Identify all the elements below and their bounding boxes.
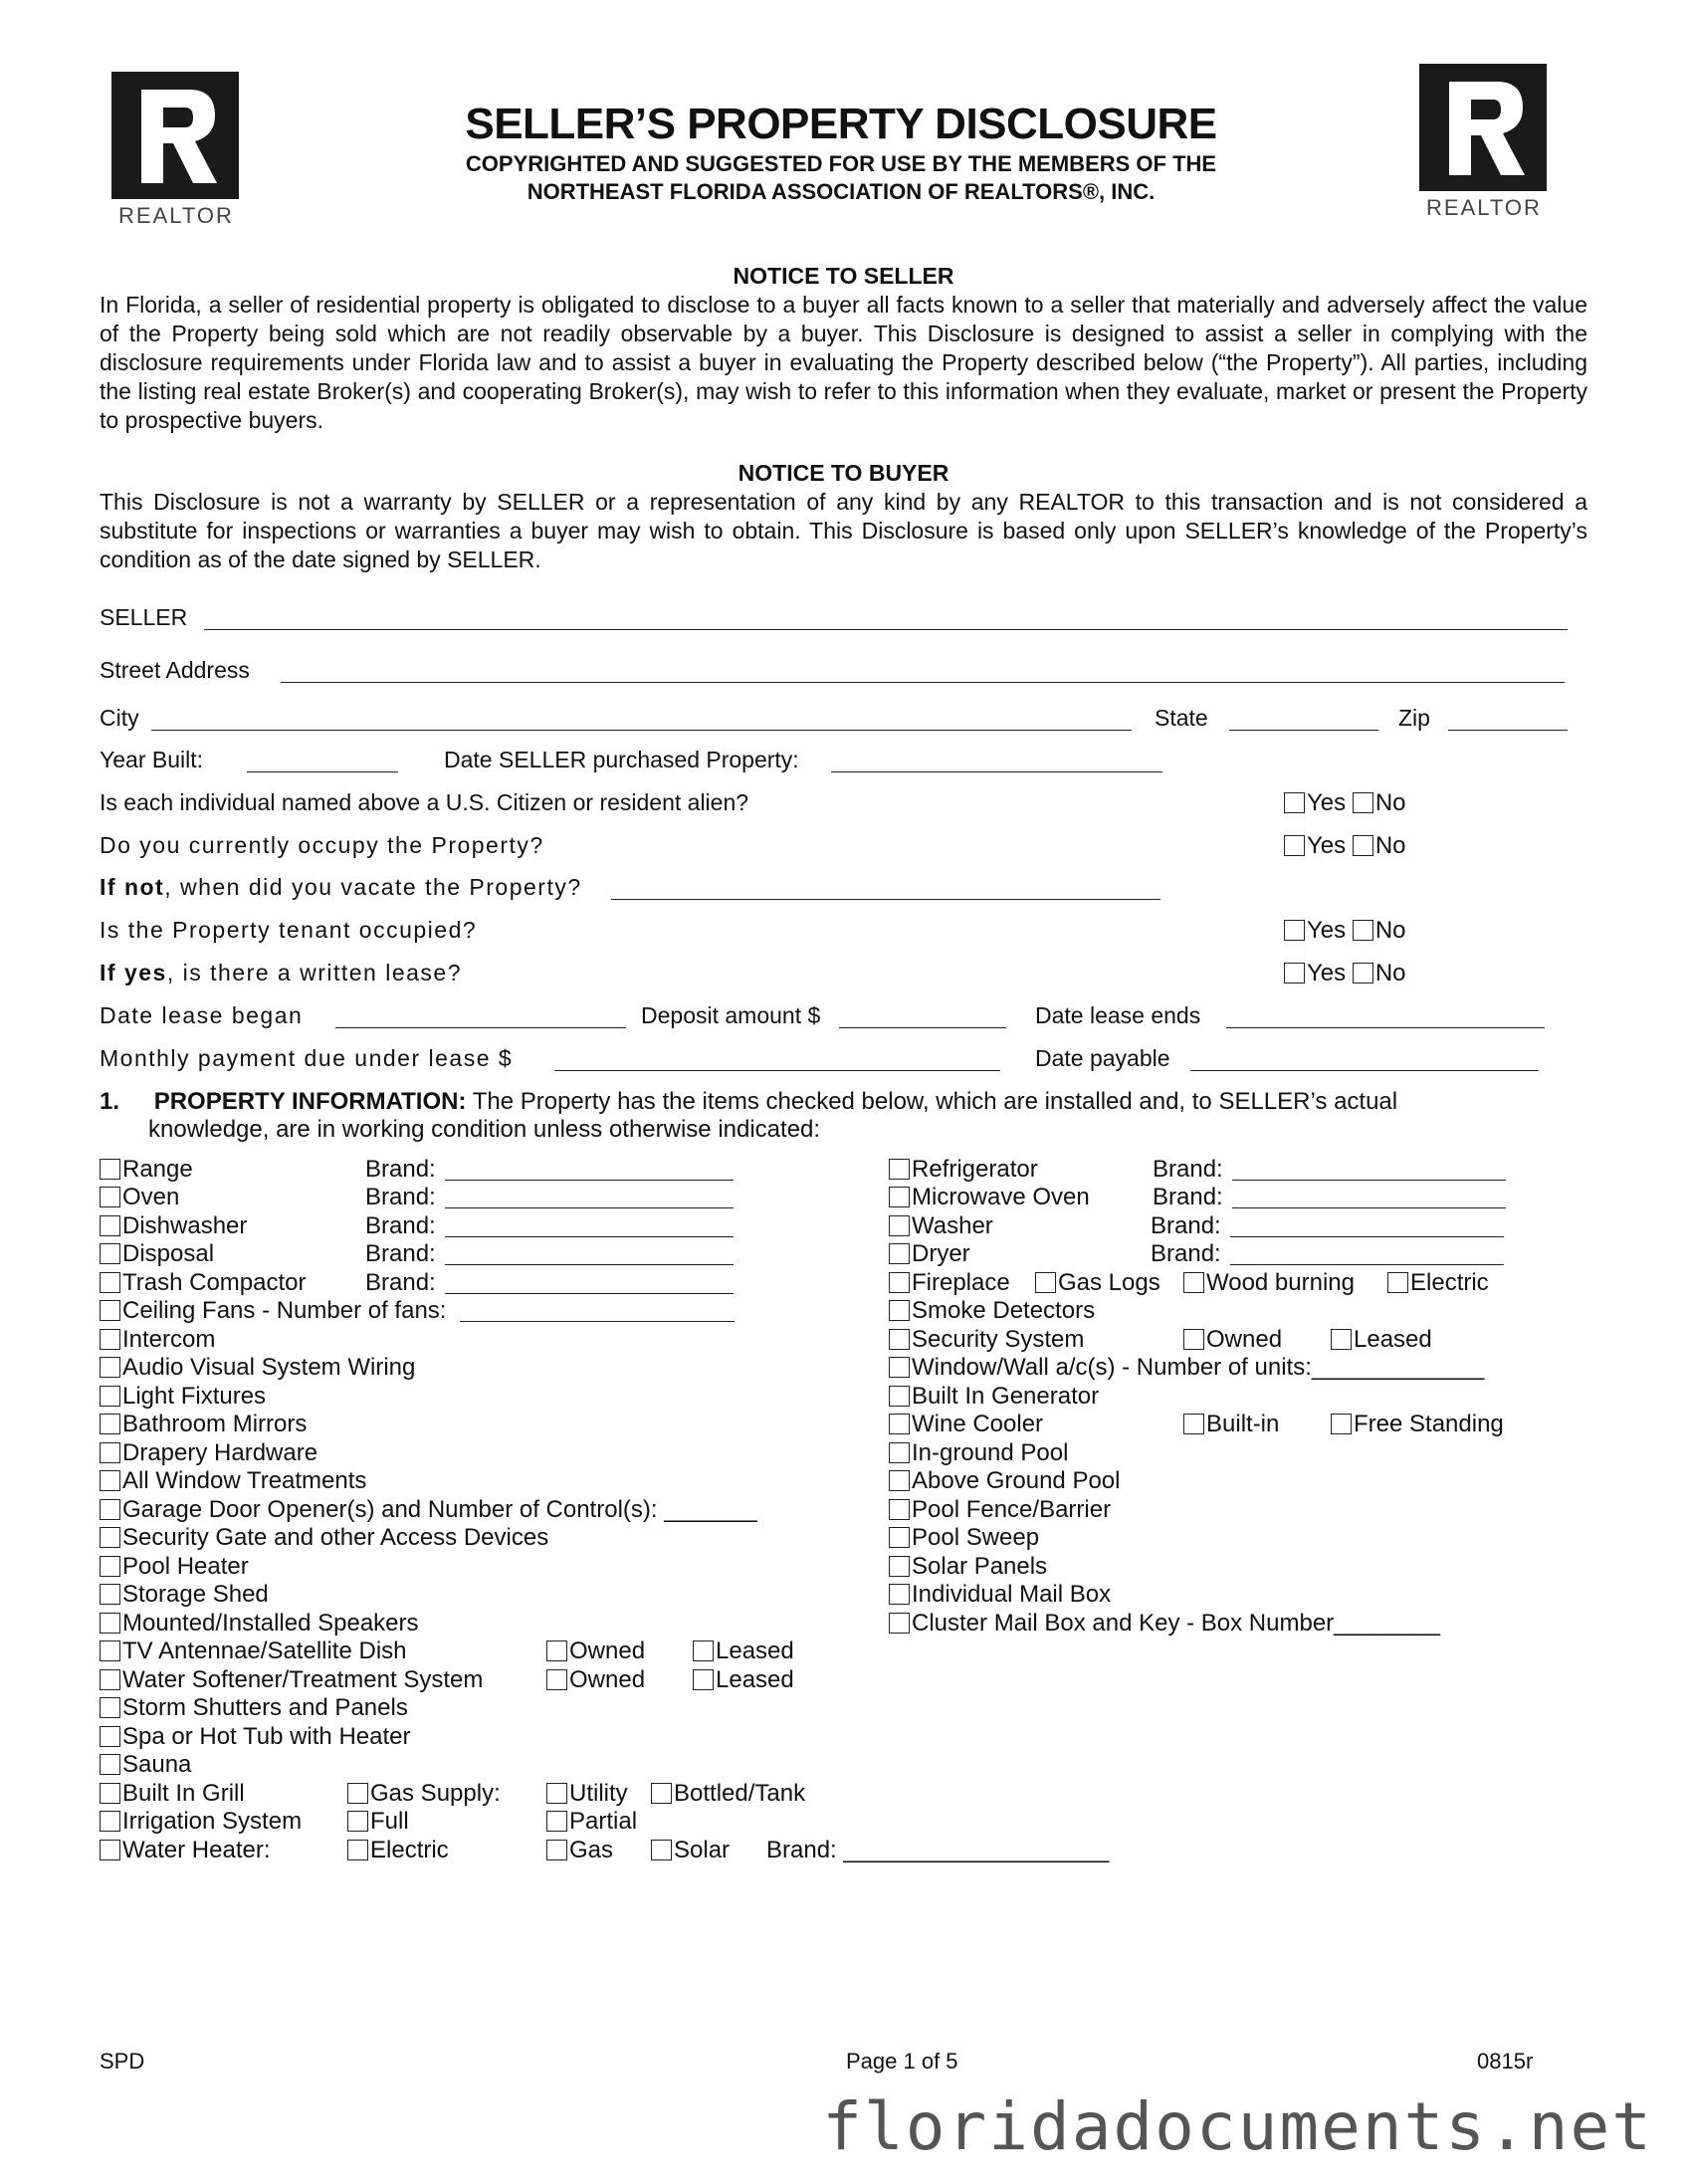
zip-field[interactable] (1448, 730, 1568, 731)
dishwasher-checkbox[interactable] (100, 1215, 120, 1236)
security-gate-checkbox[interactable] (100, 1527, 120, 1548)
date-lease-began-label: Date lease began (100, 1002, 304, 1028)
gas-logs-checkbox[interactable] (1035, 1272, 1056, 1293)
item-speakers: Mounted/Installed Speakers (100, 1610, 419, 1638)
date-payable-label: Date payable (1035, 1045, 1170, 1071)
realtor-wordmark: REALTOR (1426, 195, 1542, 220)
item-storm-shutters: Storm Shutters and Panels (100, 1694, 408, 1722)
built-in-checkbox[interactable] (1183, 1414, 1204, 1434)
irrigation-checkbox[interactable] (100, 1811, 120, 1832)
yes-checkbox[interactable] (1284, 963, 1305, 983)
storage-shed-checkbox[interactable] (100, 1584, 120, 1605)
item-sauna: Sauna (100, 1751, 191, 1779)
item-dryer: Dryer (889, 1240, 970, 1268)
item-pool-heater: Pool Heater (100, 1553, 249, 1581)
washer-brand: Brand: (1151, 1212, 1221, 1239)
cluster-mail-box-checkbox[interactable] (889, 1613, 910, 1634)
softener-owned: Owned (546, 1666, 645, 1694)
pool-heater-checkbox[interactable] (100, 1556, 120, 1577)
item-storage-shed: Storage Shed (100, 1581, 269, 1609)
oven-brand-field[interactable] (445, 1207, 734, 1208)
item-oven: Oven (100, 1184, 179, 1211)
question-occupy: Do you currently occupy the Property? (100, 832, 544, 858)
item-water-softener: Water Softener/Treatment System (100, 1666, 483, 1694)
item-dishwasher: Dishwasher (100, 1212, 247, 1240)
solar-checkbox[interactable] (651, 1840, 672, 1860)
tenant-yes-no: Yes No (1284, 917, 1406, 945)
city-field[interactable] (151, 730, 1132, 731)
item-drapery-hardware: Drapery Hardware (100, 1439, 317, 1467)
no-checkbox[interactable] (1353, 792, 1373, 813)
question-lease: If yes, is there a written lease? (100, 960, 463, 985)
document-title: SELLER’S PROPERTY DISCLOSURE (465, 100, 1217, 148)
refrigerator-brand-field[interactable] (1232, 1180, 1506, 1181)
partial-checkbox[interactable] (546, 1811, 567, 1832)
year-built-field[interactable] (247, 771, 398, 772)
dryer-brand-field[interactable] (1230, 1264, 1504, 1265)
security-leased-checkbox[interactable] (1331, 1329, 1352, 1350)
wine-built-in: Built-in (1183, 1411, 1279, 1438)
item-washer: Washer (889, 1212, 993, 1240)
item-av-wiring: Audio Visual System Wiring (100, 1354, 415, 1382)
gas-checkbox[interactable] (546, 1840, 567, 1860)
refrigerator-checkbox[interactable] (889, 1159, 910, 1180)
security-leased: Leased (1331, 1326, 1432, 1354)
gas-supply: Gas Supply: (347, 1780, 501, 1808)
gas-bottled: Bottled/Tank (651, 1780, 805, 1808)
oven-checkbox[interactable] (100, 1187, 120, 1207)
tv-antennae-checkbox[interactable] (100, 1640, 120, 1661)
item-spa: Spa or Hot Tub with Heater (100, 1723, 410, 1751)
ceiling-fans-checkbox[interactable] (100, 1300, 120, 1321)
notice-seller-text: In Florida, a seller of residential property is obligated to disclose to a buyer all facts known to a seller that materially and adversely affect the value of the Property being sold which are not readily observable by a buyer. This Disclosure is designed to assist a seller in complying with the disclosure requirements under Florida law and to assist a buyer in evaluating the Property described below (“the Property”). All parties, including the listing real estate Broker(s) and cooperating Broker(s), may wish to refer to this information when they evaluate, market or present the Property to prospective buyers. (100, 292, 1587, 433)
no-checkbox[interactable] (1353, 920, 1373, 941)
range-brand-field[interactable] (445, 1180, 734, 1181)
item-pool-sweep: Pool Sweep (889, 1524, 1039, 1552)
grill-checkbox[interactable] (100, 1783, 120, 1804)
oven-brand: Brand: (365, 1184, 436, 1210)
city-label: City (100, 705, 139, 731)
heater-electric: Electric (347, 1837, 449, 1864)
security-owned-checkbox[interactable] (1183, 1329, 1204, 1350)
sauna-checkbox[interactable] (100, 1754, 120, 1775)
range-brand: Brand: (365, 1156, 436, 1183)
pool-sweep-checkbox[interactable] (889, 1527, 910, 1548)
refrigerator-brand: Brand: (1153, 1156, 1223, 1183)
section-1-heading: 1. PROPERTY INFORMATION: The Property has the items checked below, which are installed and, to SELLER’s actual (100, 1088, 1398, 1115)
bottled-checkbox[interactable] (651, 1783, 672, 1804)
heater-gas: Gas (546, 1837, 613, 1864)
item-tv-antennae: TV Antennae/Satellite Dish (100, 1638, 407, 1665)
date-lease-ends-label: Date lease ends (1035, 1002, 1201, 1028)
dishwasher-brand: Brand: (365, 1212, 436, 1239)
above-ground-pool-checkbox[interactable] (889, 1470, 910, 1491)
security-owned: Owned (1183, 1326, 1282, 1354)
question-vacate: If not, when did you vacate the Property? (100, 874, 582, 900)
footer-page-number: Page 1 of 5 (846, 2049, 958, 2074)
item-garage-door: Garage Door Opener(s) and Number of Control(s): _______ (100, 1496, 757, 1524)
date-purchased-label: Date SELLER purchased Property: (444, 747, 799, 772)
heater-brand: Brand: ____________________ (766, 1837, 1110, 1863)
item-above-ground-pool: Above Ground Pool (889, 1467, 1120, 1495)
year-built-label: Year Built: (100, 747, 203, 772)
security-system-checkbox[interactable] (889, 1329, 910, 1350)
item-pool-fence: Pool Fence/Barrier (889, 1496, 1111, 1524)
utility-checkbox[interactable] (546, 1783, 567, 1804)
item-irrigation: Irrigation System (100, 1808, 302, 1836)
av-wiring-checkbox[interactable] (100, 1357, 120, 1378)
occupy-yes-no: Yes No (1284, 832, 1406, 860)
notice-buyer-heading: NOTICE TO BUYER (738, 460, 949, 486)
disposal-brand: Brand: (365, 1240, 436, 1267)
realtor-logo-right (1419, 64, 1549, 233)
date-purchased-field[interactable] (831, 771, 1162, 772)
inground-pool-checkbox[interactable] (889, 1442, 910, 1463)
zip-label: Zip (1398, 705, 1430, 731)
wood-burning-checkbox[interactable] (1183, 1272, 1204, 1293)
no-checkbox[interactable] (1353, 835, 1373, 856)
item-built-in-grill: Built In Grill (100, 1780, 245, 1808)
item-window-treatments: All Window Treatments (100, 1467, 366, 1495)
footer-form-code: SPD (100, 2049, 145, 2074)
electric-checkbox[interactable] (347, 1840, 368, 1860)
wine-cooler-checkbox[interactable] (889, 1414, 910, 1434)
irrigation-full: Full (347, 1808, 409, 1836)
microwave-brand: Brand: (1153, 1184, 1223, 1210)
item-microwave: Microwave Oven (889, 1184, 1090, 1211)
item-water-heater: Water Heater: (100, 1837, 271, 1864)
spa-checkbox[interactable] (100, 1726, 120, 1747)
storm-shutters-checkbox[interactable] (100, 1697, 120, 1718)
watermark: floridadocuments.net (822, 2088, 1653, 2165)
deposit-field[interactable] (839, 1027, 1006, 1028)
notice-buyer-text: This Disclosure is not a warranty by SELLER or a representation of any kind by any REALTOR to this transaction and is not considered a substitute for inspections or warranties a buyer may wish to obtain. This Disclosure is based only upon SELLER’s knowledge of the Property’s condition as of the date signed by SELLER. (100, 489, 1587, 572)
date-lease-began-field[interactable] (335, 1027, 626, 1028)
item-window-ac: Window/Wall a/c(s) - Number of units:_____________ (889, 1354, 1484, 1382)
item-cluster-mail-box: Cluster Mail Box and Key - Box Number________ (889, 1610, 1440, 1638)
section-1-text: knowledge, are in working condition unless otherwise indicated: (148, 1116, 821, 1143)
document-subtitle: NORTHEAST FLORIDA ASSOCIATION OF REALTORS®, INC. (527, 179, 1156, 204)
no-checkbox[interactable] (1353, 963, 1373, 983)
street-label: Street Address (100, 657, 250, 683)
water-heater-checkbox[interactable] (100, 1840, 120, 1860)
lease-yes-no: Yes No (1284, 960, 1406, 987)
item-disposal: Disposal (100, 1240, 214, 1268)
softener-owned-checkbox[interactable] (546, 1669, 567, 1690)
microwave-checkbox[interactable] (889, 1187, 910, 1207)
trash-compactor-brand: Brand: (365, 1269, 436, 1296)
range-checkbox[interactable] (100, 1159, 120, 1180)
microwave-brand-field[interactable] (1232, 1207, 1506, 1208)
deposit-label: Deposit amount $ (641, 1002, 821, 1028)
document-subtitle: COPYRIGHTED AND SUGGESTED FOR USE BY THE MEMBERS OF THE (465, 151, 1217, 176)
disposal-checkbox[interactable] (100, 1243, 120, 1264)
fireplace-wood: Wood burning (1183, 1269, 1355, 1297)
ceiling-fans-field[interactable] (460, 1321, 735, 1322)
gas-supply-checkbox[interactable] (347, 1783, 368, 1804)
fireplace-checkbox[interactable] (889, 1272, 910, 1293)
state-field[interactable] (1229, 730, 1378, 731)
item-inground-pool: In-ground Pool (889, 1439, 1068, 1467)
disposal-brand-field[interactable] (445, 1264, 734, 1265)
yes-checkbox[interactable] (1284, 792, 1305, 813)
date-payable-field[interactable] (1190, 1070, 1539, 1071)
drapery-hardware-checkbox[interactable] (100, 1442, 120, 1463)
realtor-r-icon (111, 72, 239, 199)
window-ac-checkbox[interactable] (889, 1357, 910, 1378)
tv-leased-checkbox[interactable] (693, 1640, 714, 1661)
mail-box-checkbox[interactable] (889, 1584, 910, 1605)
monthly-payment-field[interactable] (554, 1070, 1000, 1071)
solar-panels-checkbox[interactable] (889, 1556, 910, 1577)
wine-free-standing: Free Standing (1331, 1411, 1504, 1438)
item-security-system: Security System (889, 1326, 1084, 1354)
item-mail-box: Individual Mail Box (889, 1581, 1111, 1609)
fireplace-electric-checkbox[interactable] (1387, 1272, 1408, 1293)
item-trash-compactor: Trash Compactor (100, 1269, 307, 1297)
item-smoke-detectors: Smoke Detectors (889, 1297, 1095, 1325)
fireplace-gas-logs: Gas Logs (1035, 1269, 1160, 1297)
full-checkbox[interactable] (347, 1811, 368, 1832)
window-treatments-checkbox[interactable] (100, 1470, 120, 1491)
item-range: Range (100, 1156, 193, 1184)
washer-brand-field[interactable] (1230, 1236, 1504, 1237)
tv-leased: Leased (693, 1638, 794, 1665)
item-solar-panels: Solar Panels (889, 1553, 1047, 1581)
seller-field[interactable] (204, 629, 1568, 630)
vacate-date-field[interactable] (611, 899, 1160, 900)
realtor-wordmark: REALTOR (118, 203, 234, 228)
fireplace-electric: Electric (1387, 1269, 1489, 1297)
item-refrigerator: Refrigerator (889, 1156, 1038, 1184)
monthly-payment-label: Monthly payment due under lease $ (100, 1045, 514, 1071)
item-generator: Built In Generator (889, 1383, 1099, 1411)
gas-utility: Utility (546, 1780, 628, 1808)
pool-fence-checkbox[interactable] (889, 1499, 910, 1520)
realtor-r-icon (1419, 64, 1547, 191)
citizen-yes-no: Yes No (1284, 789, 1406, 817)
item-wine-cooler: Wine Cooler (889, 1411, 1043, 1438)
light-fixtures-checkbox[interactable] (100, 1386, 120, 1407)
item-security-gate: Security Gate and other Access Devices (100, 1524, 548, 1552)
item-intercom: Intercom (100, 1326, 215, 1354)
footer-revision: 0815r (1477, 2049, 1534, 2074)
softener-leased: Leased (693, 1666, 794, 1694)
dishwasher-brand-field[interactable] (445, 1236, 734, 1237)
tv-owned-checkbox[interactable] (546, 1640, 567, 1661)
street-field[interactable] (281, 682, 1565, 683)
yes-checkbox[interactable] (1284, 835, 1305, 856)
smoke-detectors-checkbox[interactable] (889, 1300, 910, 1321)
question-tenant: Is the Property tenant occupied? (100, 917, 478, 943)
irrigation-partial: Partial (546, 1808, 637, 1836)
item-light-fixtures: Light Fixtures (100, 1383, 266, 1411)
heater-solar: Solar (651, 1837, 730, 1864)
washer-checkbox[interactable] (889, 1215, 910, 1236)
date-lease-ends-field[interactable] (1226, 1027, 1545, 1028)
item-fireplace: Fireplace (889, 1269, 1010, 1297)
realtor-logo-left (111, 72, 241, 241)
dryer-brand: Brand: (1151, 1240, 1221, 1267)
trash-compactor-checkbox[interactable] (100, 1272, 120, 1293)
tv-owned: Owned (546, 1638, 645, 1665)
bathroom-mirrors-checkbox[interactable] (100, 1414, 120, 1434)
garage-door-checkbox[interactable] (100, 1499, 120, 1520)
yes-checkbox[interactable] (1284, 920, 1305, 941)
seller-label: SELLER (100, 604, 188, 630)
dryer-checkbox[interactable] (889, 1243, 910, 1264)
question-citizen: Is each individual named above a U.S. Citizen or resident alien? (100, 789, 749, 815)
state-label: State (1155, 705, 1208, 731)
generator-checkbox[interactable] (889, 1386, 910, 1407)
softener-leased-checkbox[interactable] (693, 1669, 714, 1690)
trash-compactor-brand-field[interactable] (445, 1293, 734, 1294)
intercom-checkbox[interactable] (100, 1329, 120, 1350)
item-ceiling-fans: Ceiling Fans - Number of fans: (100, 1297, 446, 1325)
water-softener-checkbox[interactable] (100, 1669, 120, 1690)
item-bathroom-mirrors: Bathroom Mirrors (100, 1411, 307, 1438)
notice-seller-heading: NOTICE TO SELLER (733, 263, 954, 289)
free-standing-checkbox[interactable] (1331, 1414, 1352, 1434)
speakers-checkbox[interactable] (100, 1613, 120, 1634)
